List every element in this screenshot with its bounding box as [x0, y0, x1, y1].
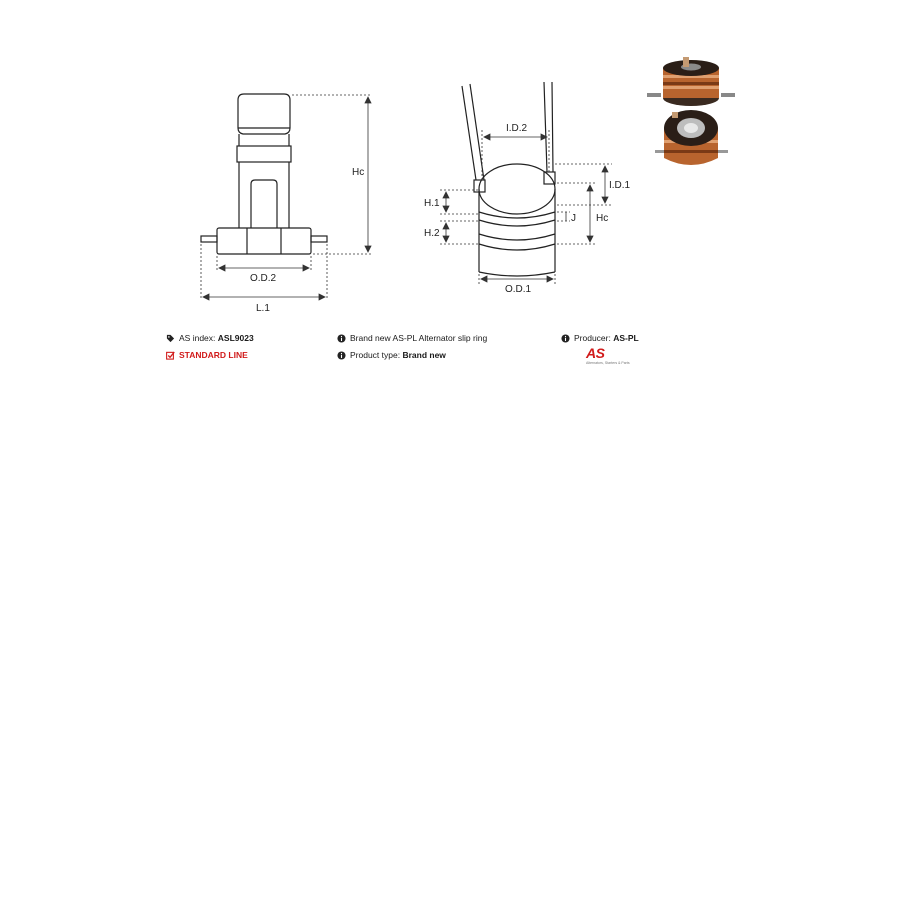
side-view-dimensions: [201, 95, 372, 300]
dim-h2: H.2: [424, 228, 440, 239]
dim-hc-right: Hc: [596, 213, 609, 224]
dim-id1: I.D.1: [609, 180, 631, 191]
as-index: [166, 333, 254, 344]
standard-line-badge: [166, 350, 248, 361]
producer-label: Producer:: [574, 333, 611, 343]
standard-line-text: STANDARD LINE: [179, 350, 248, 360]
product-type: [337, 350, 446, 361]
perspective-view-dimensions: [440, 130, 612, 284]
producer-value: AS-PL: [613, 333, 639, 343]
product-description: [337, 333, 487, 344]
dim-od1: O.D.1: [505, 284, 532, 295]
info-icon: [337, 351, 346, 360]
product-photo-top: [647, 57, 735, 106]
dim-h1: H.1: [424, 198, 440, 209]
dim-l1: L.1: [256, 303, 270, 314]
tag-icon: [166, 334, 175, 343]
dim-hc-left: Hc: [352, 167, 365, 178]
info-icon: [337, 334, 346, 343]
side-view-drawing: [201, 94, 327, 254]
product-photo-bottom: [655, 110, 728, 165]
as-pl-logo: [586, 345, 636, 367]
as-index-label: AS index:: [179, 333, 216, 343]
product-type-value: Brand new: [402, 350, 446, 360]
dim-j: J: [571, 213, 576, 224]
dim-id2: I.D.2: [506, 123, 528, 134]
as-index-value: ASL9023: [217, 333, 254, 343]
perspective-view-drawing: [462, 82, 555, 276]
description-text: Brand new AS-PL Alternator slip ring: [350, 333, 488, 343]
logo-mark: AS: [586, 345, 605, 361]
product-type-label: Product type:: [350, 350, 401, 360]
info-icon: [561, 334, 570, 343]
logo-tagline: Alternators, Starters & Parts: [586, 361, 630, 365]
dim-od2: O.D.2: [250, 273, 277, 284]
checkbox-checked-icon: [166, 351, 175, 360]
producer: [561, 333, 639, 344]
technical-drawing: [0, 0, 900, 380]
